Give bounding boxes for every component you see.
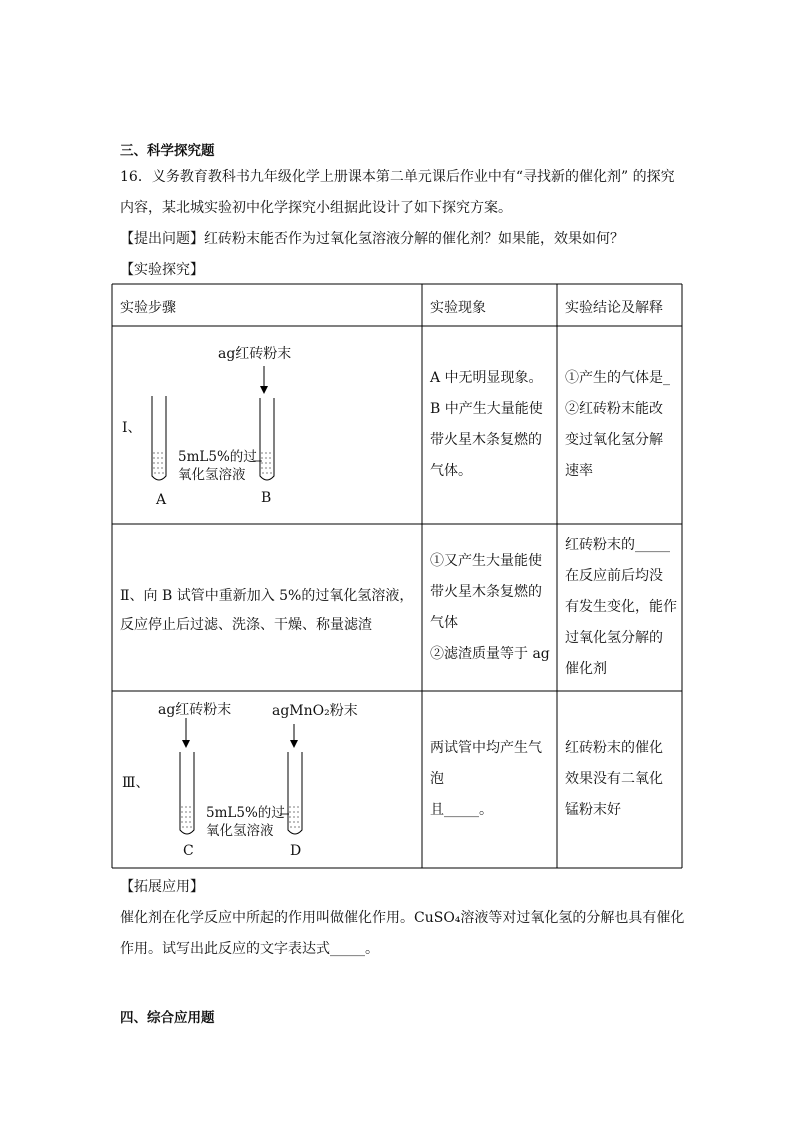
tube-c-label: C [183,843,194,859]
section-heading: 四、综合应用题 [120,1010,215,1026]
raise-question: 【提出问题】红砖粉末能否作为过氧化氢溶液分解的催化剂？如果能，效果如何？ [120,231,624,247]
fig1-powder-label: ag红砖粉末 [218,346,292,362]
arrow-down-icon [182,718,190,748]
fig3-solution-label-2: 氧化氢溶液 [206,823,274,839]
fig1-solution-label-1: 5mL5%的过 [178,449,257,465]
test-tube-a [152,396,166,480]
experiment-explore-title: 【实验探究】 [120,262,204,278]
tube-d-label: D [290,843,302,859]
row2-conclusion: 红砖粉末的_____ 在反应前后均没 有发生变化，能作 过氧化氢分解的 催化剂 [565,537,677,677]
row2-phenomenon: ①又产生大量能使 带火星木条复燃的 气体 ②滤渣质量等于 ag [430,553,550,662]
row3-phenomenon: 两试管中均产生气 泡 且_____。 [430,740,542,818]
row2-step-line1: Ⅱ、向 B 试管中重新加入 5%的过氧化氢溶液， [120,588,414,604]
extend-line2: 作用。试写出此反应的文字表达式_____。 [120,941,379,957]
row3-label: Ⅲ、 [122,775,150,791]
arrow-down-icon [260,366,268,394]
test-tube-figure-ab [140,340,300,515]
extend-line1: 催化剂在化学反应中所起的作用叫做催化作用。CuSO₄溶液等对过氧化氢的分解也具有催化 [120,910,685,926]
extend-title: 【拓展应用】 [120,879,204,895]
question-text-line1: 16．义务教育教科书九年级化学上册课本第二单元课后作业中有“寻找新的催化剂” 的探究 [120,169,675,185]
header-phenomenon: 实验现象 [430,300,486,316]
tube-b-label: B [261,490,272,506]
section-heading: 三、科学探究题 [120,143,215,159]
header-conclusion: 实验结论及解释 [565,300,663,316]
row1-label: Ⅰ、 [122,420,142,436]
row1-conclusion: ①产生的气体是_ ②红砖粉末能改 变过氧化氢分解 速率 [565,370,670,479]
row1-phenomenon: A 中无明显现象。 B 中产生大量能使 带火星木条复燃的 气体。 [430,370,543,479]
test-tube-figure-cd [160,700,330,865]
fig1-solution-label-2: 氧化氢溶液 [178,467,246,483]
fig3-powder-c-label: ag红砖粉末 [158,702,232,718]
row2-step-line2: 反应停止后过滤、洗涤、干燥、称量滤渣 [120,617,372,633]
fig3-solution-label-1: 5mL5%的过 [206,805,285,821]
fig3-powder-d-label: agMnO₂粉末 [272,703,358,719]
tube-a-label: A [156,492,167,508]
arrow-down-icon [290,724,298,748]
header-step: 实验步骤 [120,300,176,316]
question-text-line2: 内容，某北城实验初中化学探究小组据此设计了如下探究方案。 [120,200,512,216]
row3-conclusion: 红砖粉末的催化 效果没有二氧化 锰粉末好 [565,740,663,818]
